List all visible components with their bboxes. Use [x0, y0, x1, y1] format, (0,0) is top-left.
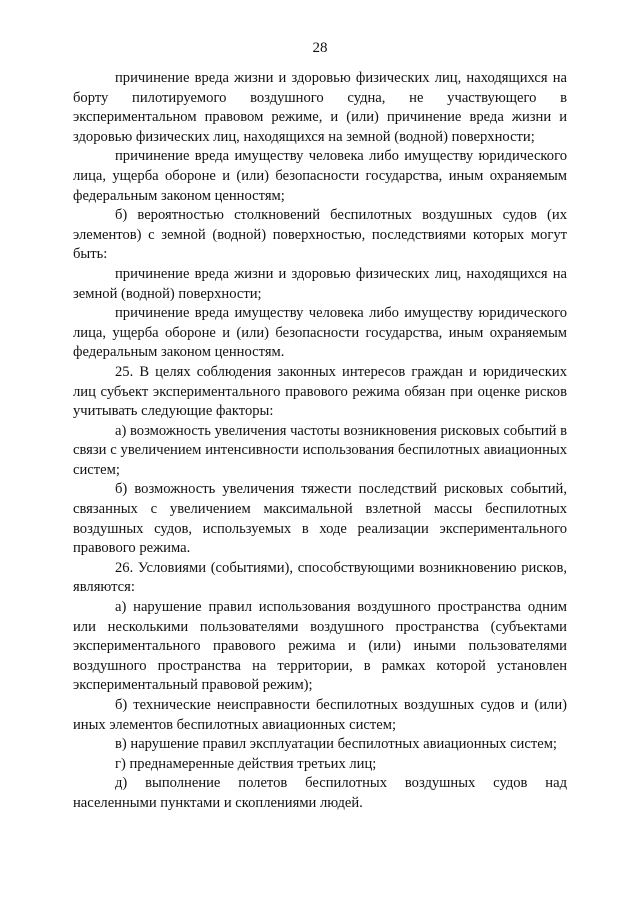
paragraph: а) нарушение правил использования воздушного пространства одним или несколькими пользователями воздушного пространства (субъектами экспериментального правового режима и (или) иными пользователями воздушного пространства на территории, в рамках которой установлен экспериментальный правовой режим);	[73, 599, 567, 694]
paragraph: причинение вреда жизни и здоровью физических лиц, находящихся на земной (водной) поверхности;	[73, 265, 567, 302]
paragraph: б) возможность увеличения тяжести последствий рисковых событий, связанных с увеличением максимальной взлетной массы беспилотных воздушных судов, используемых в ходе реализации экспериментального правового режима.	[73, 481, 567, 557]
paragraph: 25. В целях соблюдения законных интересов граждан и юридических лиц субъект экспериментального правового режима обязан при оценке рисков учитывать следующие факторы:	[73, 363, 567, 420]
paragraph: б) вероятностью столкновений беспилотных воздушных судов (их элементов) с земной (водной) поверхностью, последствиями которых могут быть:	[73, 207, 567, 263]
paragraph: 26. Условиями (событиями), способствующими возникновению рисков, являются:	[73, 559, 567, 596]
paragraph: г) преднамеренные действия третьих лиц;	[115, 755, 377, 772]
paragraph: б) технические неисправности беспилотных воздушных судов и (или) иных элементов беспилотных авиационных систем;	[73, 697, 567, 733]
paragraph: а) возможность увеличения частоты возникновения рисковых событий в связи с увеличением интенсивности использования беспилотных авиационных систем;	[73, 422, 567, 478]
document-body	[73, 69, 567, 814]
paragraph: причинение вреда имуществу человека либо имуществу юридического лица, ущерба обороне и (или) безопасности государства, иным охраняемым федеральным законом ценностям;	[73, 148, 567, 204]
page-number: 28	[312, 40, 328, 56]
paragraph: в) нарушение правил эксплуатации беспилотных авиационных систем;	[115, 736, 557, 753]
paragraph: причинение вреда имуществу человека либо имуществу юридического лица, ущерба обороне и (или) безопасности государства, иным охраняемым федеральным законом ценностям.	[73, 305, 567, 361]
paragraph: причинение вреда жизни и здоровью физических лиц, находящихся на борту пилотируемого воздушного судна, не участвующего в экспериментальном правовом режиме, и (или) причинение вреда жизни и здоровью физических лиц, находящихся на земной (водной) поверхности;	[73, 70, 567, 145]
paragraph: д) выполнение полетов беспилотных воздушных судов над населенными пунктами и скоплениями людей.	[73, 775, 567, 811]
